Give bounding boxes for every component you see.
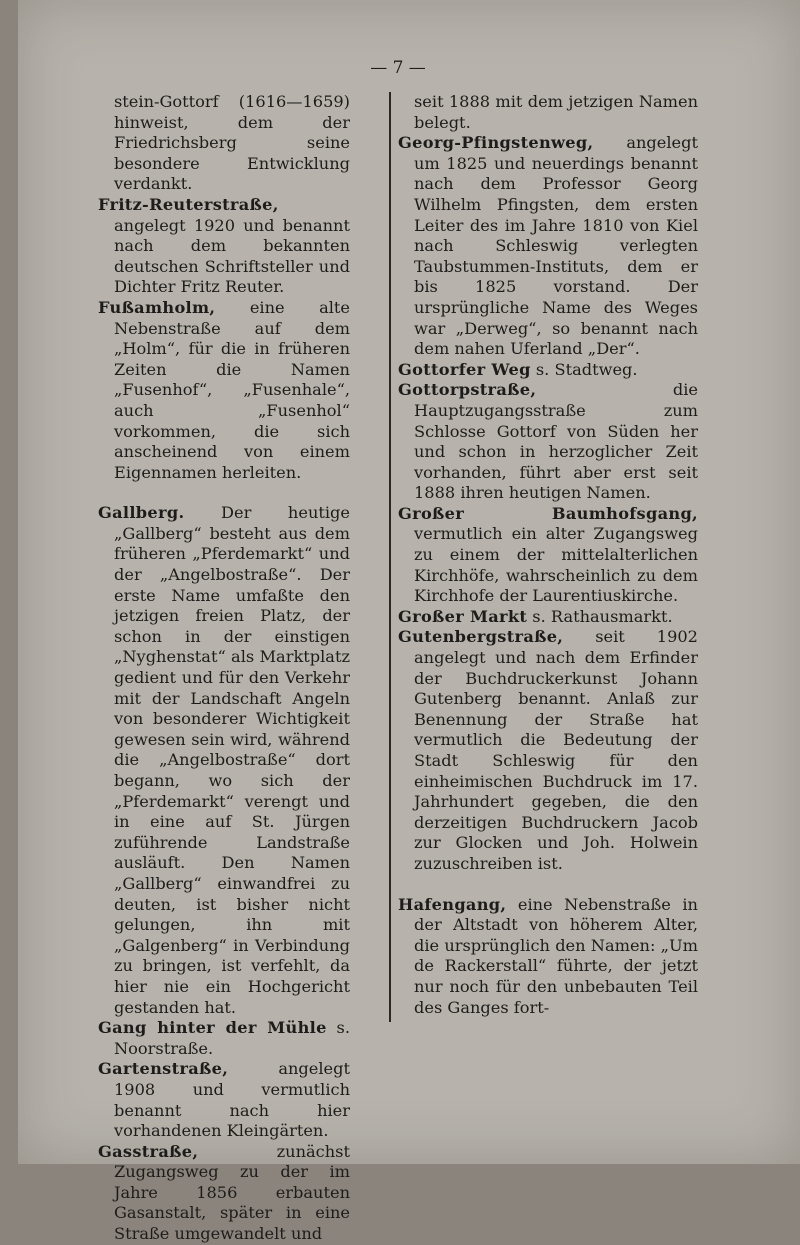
entry-text: angelegt 1920 und benannt nach dem bekannten deutschen Schriftsteller und Dichter Fritz Reuter.: [114, 215, 350, 297]
entry-headword: Gottorpstraße,: [398, 380, 537, 400]
entry-headword: Großer Markt: [398, 606, 528, 626]
entry: [398, 133, 698, 360]
entry: [398, 360, 698, 381]
entry-text: angelegt 1908 und vermutlich benannt nach hier vorhandenen Kleingärten.: [114, 1059, 350, 1141]
page: [18, 0, 800, 1244]
entry-headword: Hafengang,: [398, 894, 507, 914]
entry-text: Der heutige „Gallberg“ besteht aus dem früheren „Pferdemarkt“ und der „Angelbostraße“. Der erste Name umfaßte den jetzigen freien Platz, der schon in der einstigen „Nyghenstat“ als Marktplatz gedient und für den Verkehr mit der Landschaft Angeln von besonderer Wichtigkeit gewesen sein wird, während die „Angelbostraße“ dort begann, wo sich der „Pferdemarkt“ verengt und in eine auf St. Jürgen zuführende Landstraße ausläuft. Den Namen „Gallberg“ einwandfrei zu deuten, ist bisher nicht gelungen, ihn mit „Galgenberg“ in Verbindung zu bringen, ist verfehlt, da hier nie ein Hochgericht gestanden hat.: [114, 503, 350, 1017]
entry: [98, 92, 350, 195]
entry-text: stein-Gottorf (1616—1659) hinweist, dem der Friedrichsberg seine besondere Entwicklung verdankt.: [114, 92, 350, 194]
entry-text: s. Rathausmarkt.: [532, 606, 673, 626]
entry-headword: Gasstraße,: [98, 1141, 199, 1161]
entry: [98, 1142, 350, 1245]
entry-headword: Georg-Pfingstenweg,: [398, 133, 594, 153]
entry-text: seit 1888 mit dem jetzigen Namen belegt.: [414, 92, 698, 132]
entry-headword: Fritz-Reuterstraße,: [98, 194, 279, 214]
entry-text: die Hauptzugangsstraße zum Schlosse Gottorf von Süden her und schon in herzoglicher Zeit vorhanden, führt aber erst seit 1888 ihren heutigen Namen.: [414, 380, 698, 503]
entry: [398, 92, 698, 133]
entry-text: zunächst Zugangsweg zu der im Jahre 1856 erbauten Gasanstalt, später in eine Straße umgewandelt und: [114, 1141, 350, 1244]
right-column: [398, 92, 698, 1018]
entry-headword: Gang hinter der Mühle: [98, 1018, 327, 1038]
entry: [398, 627, 698, 874]
column-divider: [389, 92, 391, 1022]
entry-text: s. Noorstraße.: [114, 1018, 350, 1058]
entry-headword: Gartenstraße,: [98, 1059, 229, 1079]
entry-text: s. Stadtweg.: [535, 359, 638, 379]
entry-text: eine alte Nebenstraße auf dem „Holm“, für die in früheren Zeiten die Namen „Fusenhof“, „Fusenhale“, auch „Fusenhol“ vorkommen, die sich anscheinend von einem Eigennamen herleiten.: [114, 297, 350, 482]
entry-text: seit 1902 angelegt und nach dem Erfinder der Buchdruckerkunst Johann Gutenberg benannt. Anlaß zur Benennung der Straße hat vermutlich die Bedeutung der Stadt Schleswig für den einheimischen Buchdruck im 17. Jahrhundert gegeben, die den derzeitigen Buchdruckern Jacob zur Glocken und Joh. Holwein zuzuschreiben ist.: [414, 627, 698, 873]
entry-headword: Gallberg.: [98, 503, 185, 523]
entry: [98, 298, 350, 483]
entry: [398, 895, 698, 1019]
entry-headword: Gottorfer Weg: [398, 359, 531, 379]
entry: [398, 380, 698, 504]
entry: [398, 607, 698, 628]
entry-headword: Gutenbergstraße,: [398, 627, 564, 647]
entry-headword: Fußamholm,: [98, 297, 216, 317]
entry-text: vermutlich ein alter Zugangsweg zu einem der mittelalterlichen Kirchhöfe, wahrscheinlich zu dem Kirchhofe der Laurentiuskirche.: [414, 524, 698, 606]
entry-text: eine Nebenstraße in der Altstadt von höherem Alter, die ursprünglich den Namen: „Um de Rackerstall“ führte, der jetzt nur noch für den unbebauten Teil des Ganges fort-: [414, 894, 698, 1017]
page-number: — 7 —: [370, 58, 426, 78]
entry-text: angelegt um 1825 und neuerdings benannt nach dem Professor Georg Wilhelm Pfingsten, dem ersten Leiter des im Jahre 1810 von Kiel nach Schleswig verlegten Taubstummen-Instituts, dem er bis 1825 vorstand. Der ursprüngliche Name des Weges war „Derweg“, so benannt nach dem nahen Uferland „Der“.: [414, 133, 698, 359]
entry: [398, 504, 698, 607]
left-column: [98, 92, 350, 1245]
entry: [98, 195, 350, 298]
entry: [98, 1059, 350, 1141]
entry-headword: Großer Baumhofsgang,: [398, 503, 698, 523]
entry: [98, 1018, 350, 1059]
entry: [98, 503, 350, 1018]
